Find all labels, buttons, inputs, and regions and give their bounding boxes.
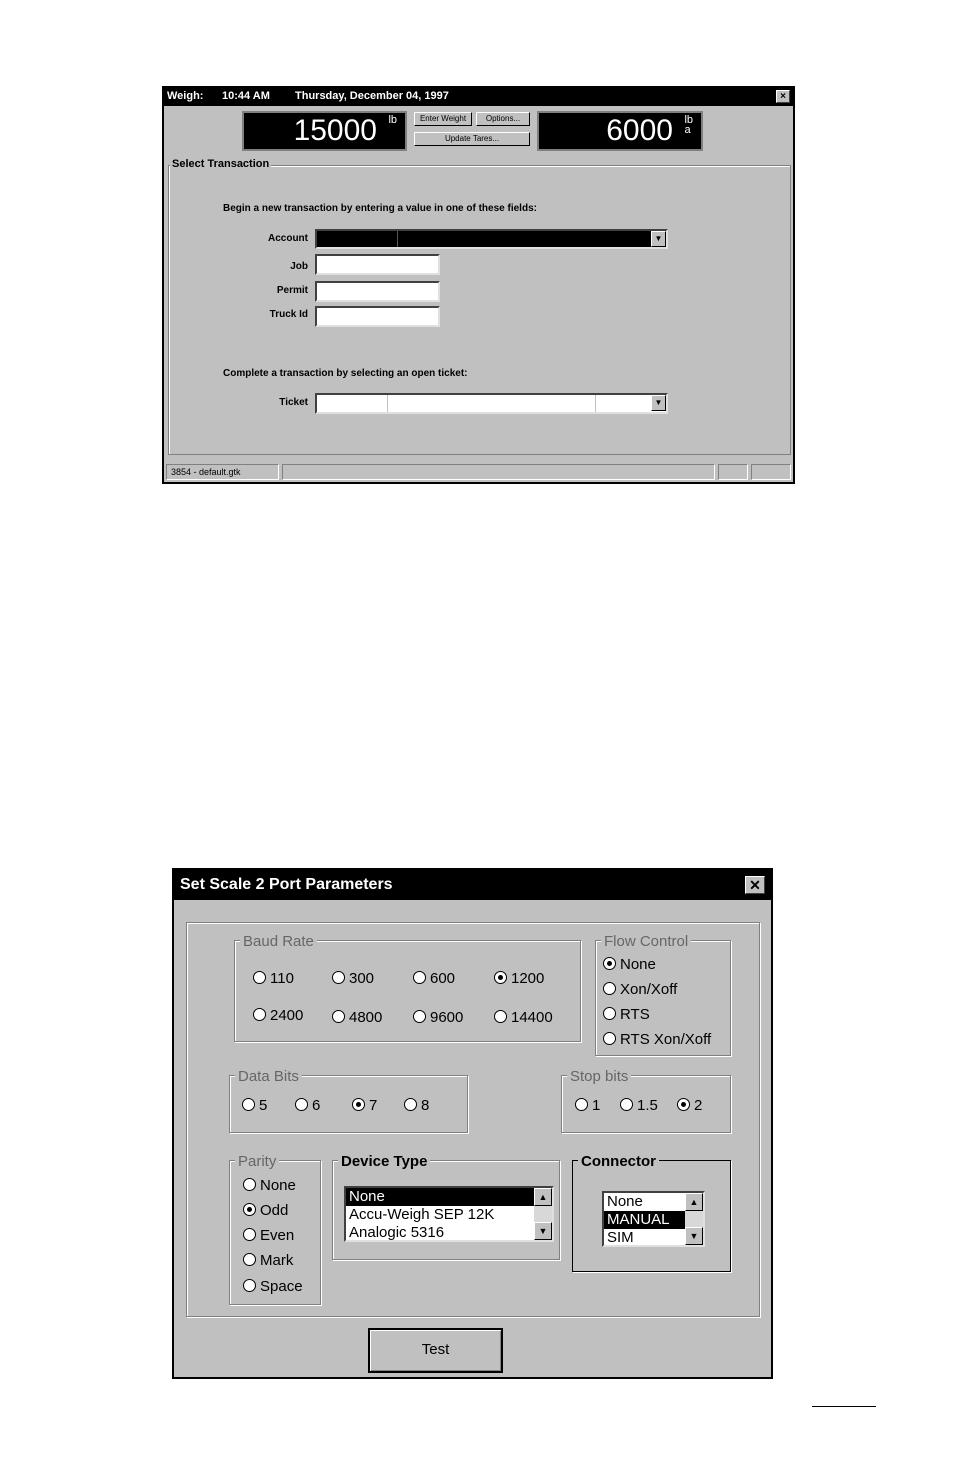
- baud-300-radio[interactable]: [332, 970, 374, 987]
- list-item[interactable]: MANUAL: [604, 1211, 685, 1229]
- weigh-window: [162, 86, 795, 484]
- scale2-unit-top: lb: [684, 114, 693, 126]
- data-bits-5-radio[interactable]: [242, 1097, 267, 1114]
- radio-icon: [413, 1010, 426, 1023]
- account-dropdown-arrow-icon[interactable]: ▼: [651, 231, 666, 247]
- stop-bits-2-text: 2: [694, 1097, 703, 1114]
- flow-none-text: None: [620, 956, 656, 973]
- account-dropdown[interactable]: [315, 229, 668, 249]
- connector-scrollbar[interactable]: [685, 1193, 703, 1245]
- data-bits-label: Data Bits: [235, 1068, 302, 1085]
- baud-1200-text: 1200: [511, 970, 545, 987]
- data-bits-8-text: 8: [421, 1097, 430, 1114]
- status-file: 3854 - default.gtk: [166, 464, 279, 480]
- select-transaction-label: Select Transaction: [172, 158, 270, 170]
- data-bits-7-radio[interactable]: [352, 1097, 377, 1114]
- radio-selected-icon: [494, 971, 507, 984]
- flow-rts-xon-xoff-text: RTS Xon/Xoff: [620, 1031, 712, 1048]
- flow-control-label: Flow Control: [601, 933, 691, 950]
- radio-icon: [332, 1010, 345, 1023]
- account-column-separator: [397, 231, 398, 247]
- radio-icon: [295, 1098, 308, 1111]
- radio-icon: [404, 1098, 417, 1111]
- baud-14400-radio[interactable]: [494, 1009, 553, 1026]
- radio-icon: [332, 971, 345, 984]
- baud-9600-text: 9600: [430, 1009, 464, 1026]
- baud-600-radio[interactable]: [413, 970, 455, 987]
- account-label: Account: [268, 233, 308, 244]
- status-bar: [164, 462, 793, 482]
- radio-icon: [243, 1228, 256, 1241]
- parity-even-text: Even: [260, 1227, 295, 1244]
- radio-icon: [494, 1010, 507, 1023]
- list-item[interactable]: SIM: [607, 1229, 634, 1246]
- flow-rts-text: RTS: [620, 1006, 650, 1023]
- port-parameters-dialog: [172, 868, 773, 1379]
- list-item[interactable]: Accu-Weigh SEP 12K: [349, 1206, 495, 1223]
- baud-2400-text: 2400: [270, 1007, 304, 1024]
- stop-bits-1-radio[interactable]: [575, 1097, 600, 1114]
- device-type-label: Device Type: [338, 1153, 430, 1170]
- data-bits-7-text: 7: [369, 1097, 378, 1114]
- parity-mark-text: Mark: [260, 1252, 294, 1269]
- baud-110-radio[interactable]: [253, 970, 294, 987]
- baud-600-text: 600: [430, 970, 456, 987]
- job-label: Job: [290, 261, 308, 272]
- weigh-title-bar: [164, 88, 793, 106]
- scale1-weight: 15000: [293, 114, 377, 147]
- baud-rate-label: Baud Rate: [240, 933, 317, 950]
- permit-input[interactable]: [315, 281, 440, 302]
- scale1-display: [242, 111, 407, 151]
- ticket-column-separator-1: [387, 395, 388, 412]
- scale2-unit-bottom: a: [684, 124, 691, 136]
- baud-9600-radio[interactable]: [413, 1009, 463, 1026]
- radio-icon: [243, 1253, 256, 1266]
- parity-space-radio[interactable]: [243, 1278, 303, 1295]
- radio-icon: [603, 1032, 616, 1045]
- radio-selected-icon: [603, 957, 616, 970]
- baud-1200-radio[interactable]: [494, 970, 544, 987]
- data-bits-6-text: 6: [312, 1097, 321, 1114]
- weigh-time: 10:44 AM: [222, 90, 270, 102]
- flow-xon-xoff-text: Xon/Xoff: [620, 981, 678, 998]
- connector-label: Connector: [578, 1153, 659, 1170]
- parity-odd-radio[interactable]: [243, 1202, 288, 1219]
- list-item[interactable]: Analogic 5316: [349, 1224, 445, 1241]
- baud-2400-radio[interactable]: [253, 1007, 303, 1024]
- radio-selected-icon: [352, 1098, 365, 1111]
- scale2-unit: [684, 115, 693, 135]
- truck-id-input[interactable]: [315, 306, 440, 327]
- status-cell-main: [282, 464, 715, 480]
- status-cell-a: [718, 464, 748, 480]
- scale2-display: [537, 111, 703, 151]
- scroll-up-icon[interactable]: ▲: [534, 1188, 552, 1206]
- ticket-label: Ticket: [279, 397, 308, 408]
- radio-icon: [243, 1279, 256, 1292]
- baud-4800-text: 4800: [349, 1009, 383, 1026]
- radio-icon: [253, 971, 266, 984]
- radio-icon: [620, 1098, 633, 1111]
- dialog-title-bar: [174, 870, 771, 900]
- scroll-down-icon[interactable]: ▼: [685, 1227, 703, 1245]
- radio-icon: [603, 982, 616, 995]
- dialog-close-icon[interactable]: ✕: [745, 876, 765, 894]
- radio-icon: [243, 1178, 256, 1191]
- job-input[interactable]: [315, 254, 440, 275]
- radio-icon: [575, 1098, 588, 1111]
- radio-selected-icon: [677, 1098, 690, 1111]
- begin-instructions: Begin a new transaction by entering a value in one of these fields:: [223, 203, 537, 214]
- radio-icon: [242, 1098, 255, 1111]
- stop-bits-2-radio[interactable]: [677, 1097, 702, 1114]
- stop-bits-1-text: 1: [592, 1097, 601, 1114]
- ticket-column-separator-2: [595, 395, 596, 412]
- weigh-close-icon[interactable]: ×: [776, 90, 790, 103]
- scale2-weight: 6000: [606, 114, 673, 147]
- device-type-scrollbar[interactable]: [534, 1188, 552, 1240]
- baud-300-text: 300: [349, 970, 375, 987]
- flow-rts-radio[interactable]: [603, 1006, 650, 1023]
- parity-none-text: None: [260, 1177, 296, 1194]
- complete-instructions: Complete a transaction by selecting an open ticket:: [223, 368, 468, 379]
- radio-icon: [603, 1007, 616, 1020]
- list-item[interactable]: None: [346, 1188, 534, 1206]
- test-button[interactable]: Test: [368, 1328, 503, 1373]
- radio-icon: [413, 971, 426, 984]
- parity-space-text: Space: [260, 1278, 303, 1295]
- scroll-down-icon[interactable]: ▼: [534, 1222, 552, 1240]
- flow-none-radio[interactable]: [603, 956, 656, 973]
- radio-icon: [253, 1008, 266, 1021]
- baud-110-text: 110: [270, 970, 294, 987]
- enter-weight-button[interactable]: Enter Weight: [414, 112, 472, 126]
- scroll-up-icon[interactable]: ▲: [685, 1193, 703, 1211]
- radio-selected-icon: [243, 1203, 256, 1216]
- ticket-dropdown-arrow-icon[interactable]: ▼: [651, 395, 666, 411]
- truck-id-label: Truck Id: [269, 309, 308, 320]
- parity-none-radio[interactable]: [243, 1177, 296, 1194]
- list-item[interactable]: None: [607, 1193, 643, 1210]
- update-tares-button[interactable]: Update Tares...: [414, 132, 530, 146]
- weigh-title: Weigh:: [167, 90, 204, 102]
- data-bits-6-radio[interactable]: [295, 1097, 320, 1114]
- baud-4800-radio[interactable]: [332, 1009, 382, 1026]
- page-rule: [812, 1406, 876, 1407]
- parity-odd-text: Odd: [260, 1202, 289, 1219]
- stop-bits-1-5-text: 1.5: [637, 1097, 658, 1114]
- connector-listbox[interactable]: [602, 1191, 705, 1247]
- parity-label: Parity: [235, 1153, 279, 1170]
- permit-label: Permit: [276, 285, 308, 296]
- stop-bits-1-5-radio[interactable]: [620, 1097, 658, 1114]
- status-cell-b: [751, 464, 791, 480]
- parity-mark-radio[interactable]: [243, 1252, 293, 1269]
- parity-even-radio[interactable]: [243, 1227, 294, 1244]
- stop-bits-label: Stop bits: [567, 1068, 631, 1085]
- scale1-unit: lb: [388, 114, 397, 126]
- data-bits-8-radio[interactable]: [404, 1097, 429, 1114]
- flow-xon-xoff-radio[interactable]: [603, 981, 677, 998]
- weigh-date: Thursday, December 04, 1997: [295, 90, 449, 102]
- dialog-title: Set Scale 2 Port Parameters: [180, 876, 393, 893]
- data-bits-5-text: 5: [259, 1097, 268, 1114]
- baud-rate-group: [234, 940, 581, 1042]
- device-type-listbox[interactable]: [344, 1186, 554, 1242]
- ticket-dropdown[interactable]: [315, 393, 668, 414]
- options-button[interactable]: Options...: [476, 112, 530, 126]
- flow-rts-xon-xoff-radio[interactable]: [603, 1031, 711, 1048]
- baud-14400-text: 14400: [511, 1009, 553, 1026]
